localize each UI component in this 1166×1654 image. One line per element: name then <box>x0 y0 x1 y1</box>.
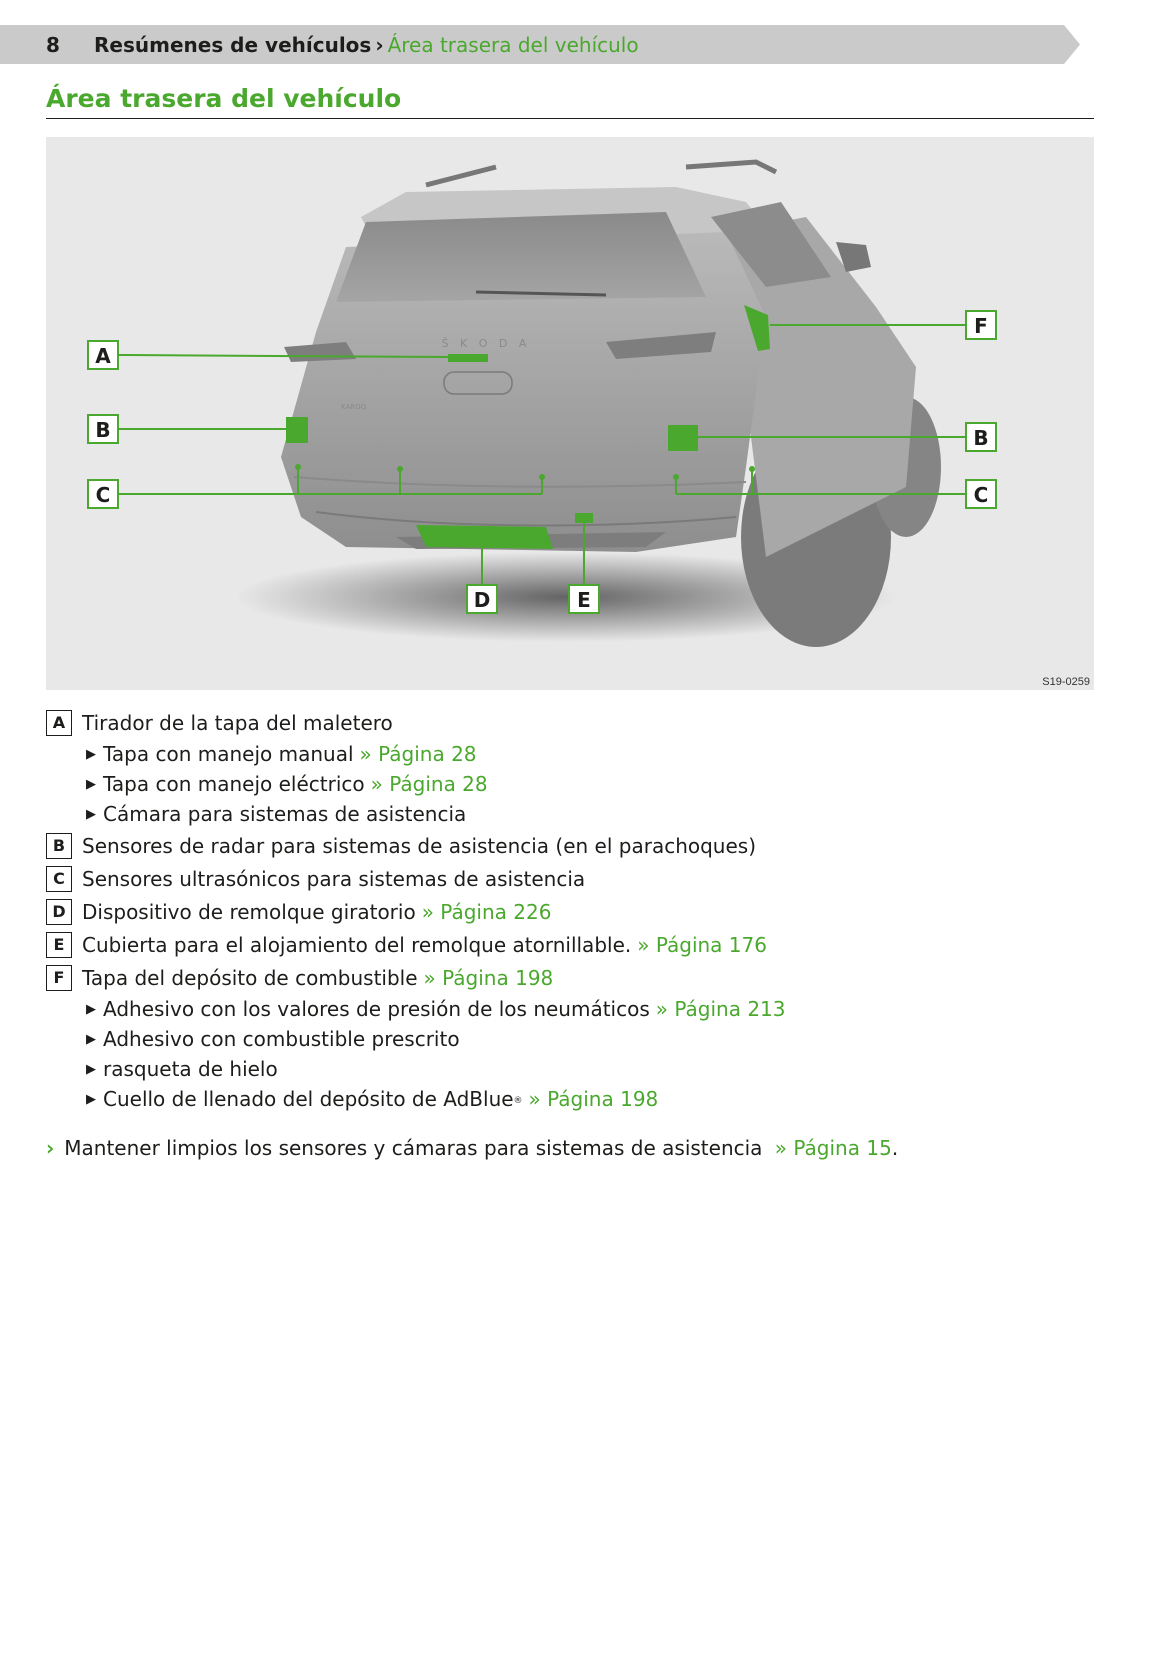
bullet-triangle-icon: ▶ <box>86 1061 96 1077</box>
note-end: . <box>891 1136 899 1160</box>
legend-item-F <box>46 961 1096 994</box>
model-badge: KAROQ <box>341 403 367 411</box>
legend-text: Sensores ultrasónicos para sistemas de asistencia <box>82 866 586 891</box>
legend-subitem <box>46 769 1096 799</box>
page-reference-link[interactable]: » Página 176 <box>637 932 767 957</box>
page-reference-link[interactable]: » Página 28 <box>359 742 477 766</box>
legend-subitem <box>46 1024 1096 1054</box>
callout-A <box>88 341 118 369</box>
breadcrumb-separator: › <box>375 33 384 57</box>
legend-subitem <box>46 1084 1096 1114</box>
legend-list <box>46 706 1096 1114</box>
highlight-B-right <box>668 425 698 451</box>
key-D: D <box>46 899 72 925</box>
subitem-text: Tapa con manejo eléctrico <box>103 772 365 796</box>
legend-text: Tirador de la tapa del maletero <box>82 710 393 735</box>
breadcrumb-section: Resúmenes de vehículos <box>94 33 372 57</box>
legend-text: Sensores de radar para sistemas de asistencia (en el parachoques) <box>82 833 757 858</box>
svg-text:E: E <box>577 588 591 612</box>
legend-subitem <box>46 1054 1096 1084</box>
key-E: E <box>46 932 72 958</box>
svg-text:D: D <box>473 588 491 612</box>
page-reference-link[interactable]: » Página 213 <box>655 997 786 1021</box>
legend-subitem <box>46 799 1096 829</box>
legend-text: Cubierta para el alojamiento del remolque atornillable. <box>82 932 632 957</box>
key-F: F <box>46 965 72 991</box>
callout-D <box>467 585 497 613</box>
figure-code: S19-0259 <box>1042 676 1090 688</box>
legend-item-D <box>46 895 1096 928</box>
key-B: B <box>46 833 72 859</box>
subitem-text: Adhesivo con combustible prescrito <box>103 1027 460 1051</box>
left-tail-light <box>284 342 356 362</box>
svg-text:B: B <box>95 418 111 442</box>
callout-B-right <box>966 423 996 451</box>
key-A: A <box>46 710 72 736</box>
highlight-D <box>416 525 553 549</box>
callout-F <box>966 311 996 339</box>
note-arrow-icon: › <box>46 1136 55 1160</box>
brand-lettering: Š K O D A <box>441 337 531 350</box>
vehicle-rear-illustration <box>46 137 1094 690</box>
legend-text: Dispositivo de remolque giratorio <box>82 899 416 924</box>
legend-item-A <box>46 706 1096 739</box>
svg-text:C: C <box>95 483 111 507</box>
section-title: Área trasera del vehículo <box>46 84 402 113</box>
bullet-triangle-icon: ▶ <box>86 1091 96 1107</box>
legend-subitem <box>46 739 1096 769</box>
key-C: C <box>46 866 72 892</box>
subitem-text: Tapa con manejo manual <box>103 742 354 766</box>
note-text: Mantener limpios los sensores y cámaras para sistemas de asistencia <box>64 1136 763 1160</box>
svg-text:A: A <box>95 344 111 368</box>
legend-text: Tapa del depósito de combustible <box>82 965 418 990</box>
legend-subitem <box>46 994 1096 1024</box>
vehicle-rear-figure <box>46 137 1094 690</box>
page-reference-link[interactable]: » Página 15 <box>774 1136 892 1160</box>
registered-mark: ® <box>513 1096 523 1106</box>
svg-text:F: F <box>974 314 988 338</box>
callout-C-left <box>88 480 118 508</box>
legend-item-B <box>46 829 1096 862</box>
page-number: 8 <box>46 33 60 57</box>
page-reference-link[interactable]: » Página 226 <box>421 899 552 924</box>
subitem-text: Cámara para sistemas de asistencia <box>103 802 467 826</box>
callout-B-left <box>88 415 118 443</box>
subitem-text: Cuello de llenado del depósito de AdBlue <box>103 1087 514 1111</box>
subitem-text: Adhesivo con los valores de presión de los neumáticos <box>103 997 650 1021</box>
legend-item-E <box>46 928 1096 961</box>
bullet-triangle-icon: ▶ <box>86 806 96 822</box>
bullet-triangle-icon: ▶ <box>86 1031 96 1047</box>
subitem-text: rasqueta de hielo <box>103 1057 278 1081</box>
breadcrumb <box>94 33 639 57</box>
bullet-triangle-icon: ▶ <box>86 746 96 762</box>
svg-text:B: B <box>973 426 989 450</box>
page-reference-link[interactable]: » Página 198 <box>528 1087 659 1111</box>
rear-window <box>336 212 706 302</box>
bullet-triangle-icon: ▶ <box>86 1001 96 1017</box>
callout-E <box>569 585 599 613</box>
highlight-B-left <box>286 417 308 443</box>
title-rule <box>46 118 1094 119</box>
breadcrumb-current: Área trasera del vehículo <box>387 33 639 57</box>
cross-reference-note <box>46 1136 898 1160</box>
highlight-A <box>448 354 488 362</box>
page-reference-link[interactable]: » Página 28 <box>370 772 488 796</box>
svg-text:C: C <box>973 483 989 507</box>
callout-C-right <box>966 480 996 508</box>
legend-item-C <box>46 862 1096 895</box>
bullet-triangle-icon: ▶ <box>86 776 96 792</box>
page-reference-link[interactable]: » Página 198 <box>423 965 554 990</box>
